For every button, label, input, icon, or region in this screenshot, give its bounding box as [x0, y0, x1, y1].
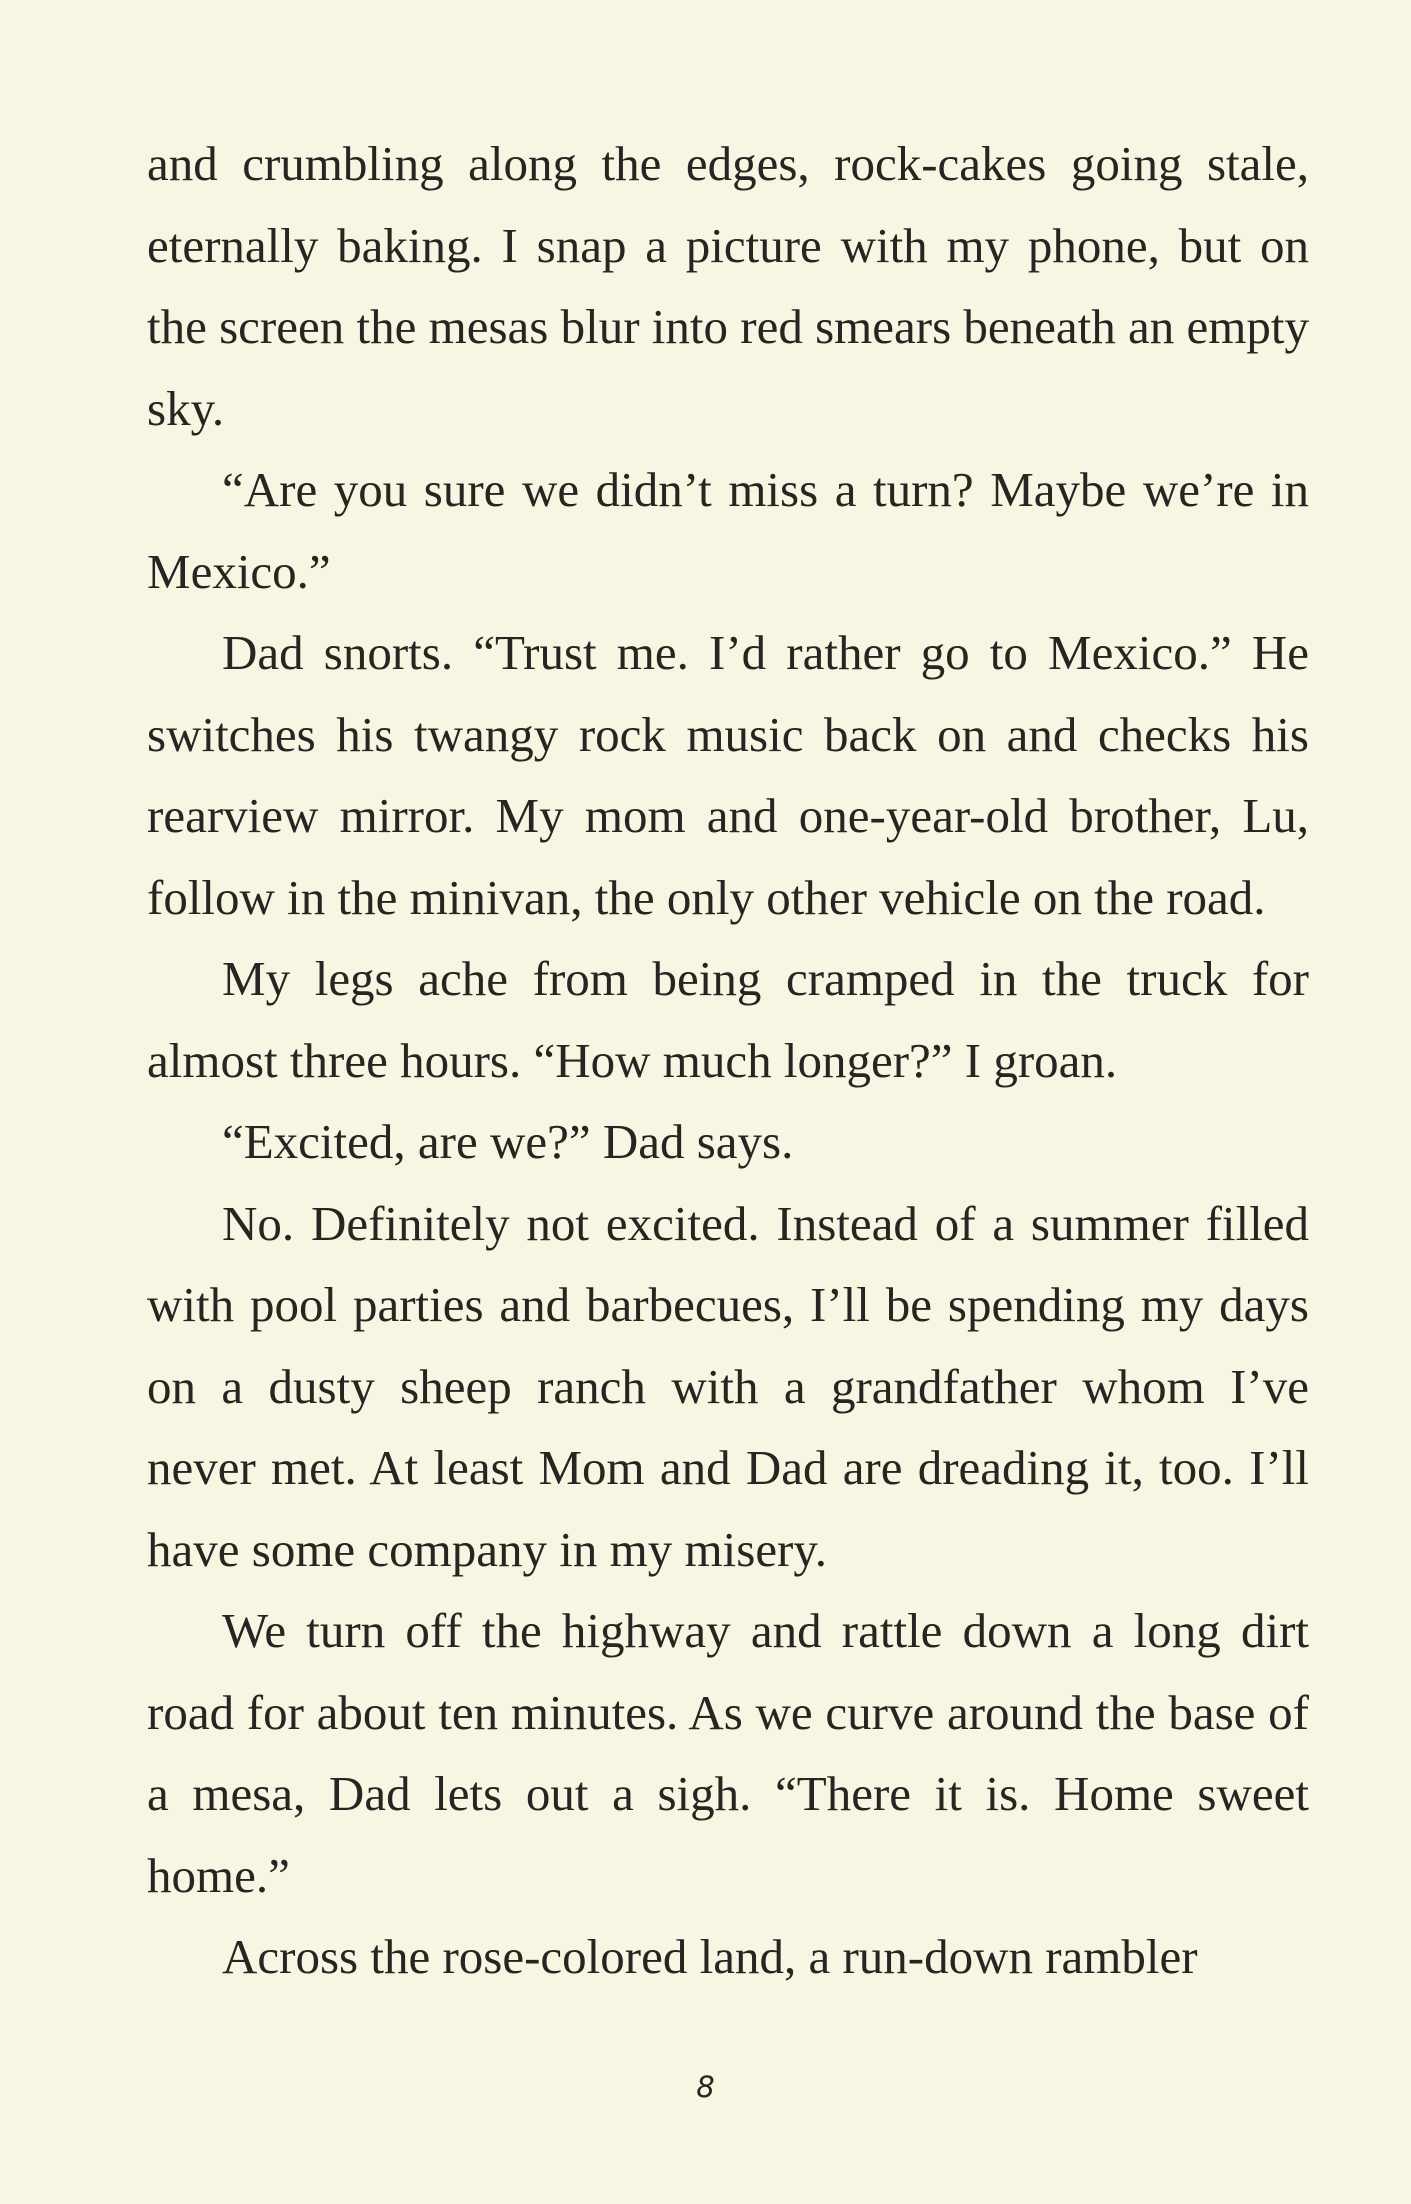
paragraph-continuation: and crumbling along the edges, rock-cakes going stale, eternally baking. I snap a picture with my phone, but on the screen the mesas blur into red smears beneath an empty sky. — [147, 136, 1309, 436]
paragraph-legs-ache: My legs ache from being cramped in the truck for almost three hours. “How much longer?” I groan. — [147, 951, 1309, 1088]
paragraph-rambler: Across the rose-colored land, a run-down rambler — [222, 1929, 1198, 1984]
paragraph-turn-off-highway: We turn off the highway and rattle down a long dirt road for about ten minutes. As we curve around the base of a mesa, Dad lets out a sigh. “There it is. Home sweet home.” — [147, 1603, 1309, 1903]
body-text — [147, 123, 1309, 1998]
paragraph-not-excited: No. Definitely not excited. Instead of a summer filled with pool parties and barbecues, I’ll be spending my days on a dusty sheep ranch with a grandfather whom I’ve never met. At least Mom and Dad are dreading it, too. I’ll have some company in my misery. — [147, 1195, 1309, 1577]
paragraph-excited: “Excited, are we?” Dad says. — [222, 1114, 794, 1169]
page-number: 8 — [696, 2070, 715, 2104]
paragraph-dialogue-mexico: “Are you sure we didn’t miss a turn? Maybe we’re in Mexico.” — [147, 462, 1309, 599]
paragraph-dad-snorts: Dad snorts. “Trust me. I’d rather go to Mexico.” He switches his twangy rock music back on and checks his rearview mirror. My mom and one-year-old brother, Lu, follow in the minivan, the only other vehicle on the road. — [147, 625, 1309, 925]
